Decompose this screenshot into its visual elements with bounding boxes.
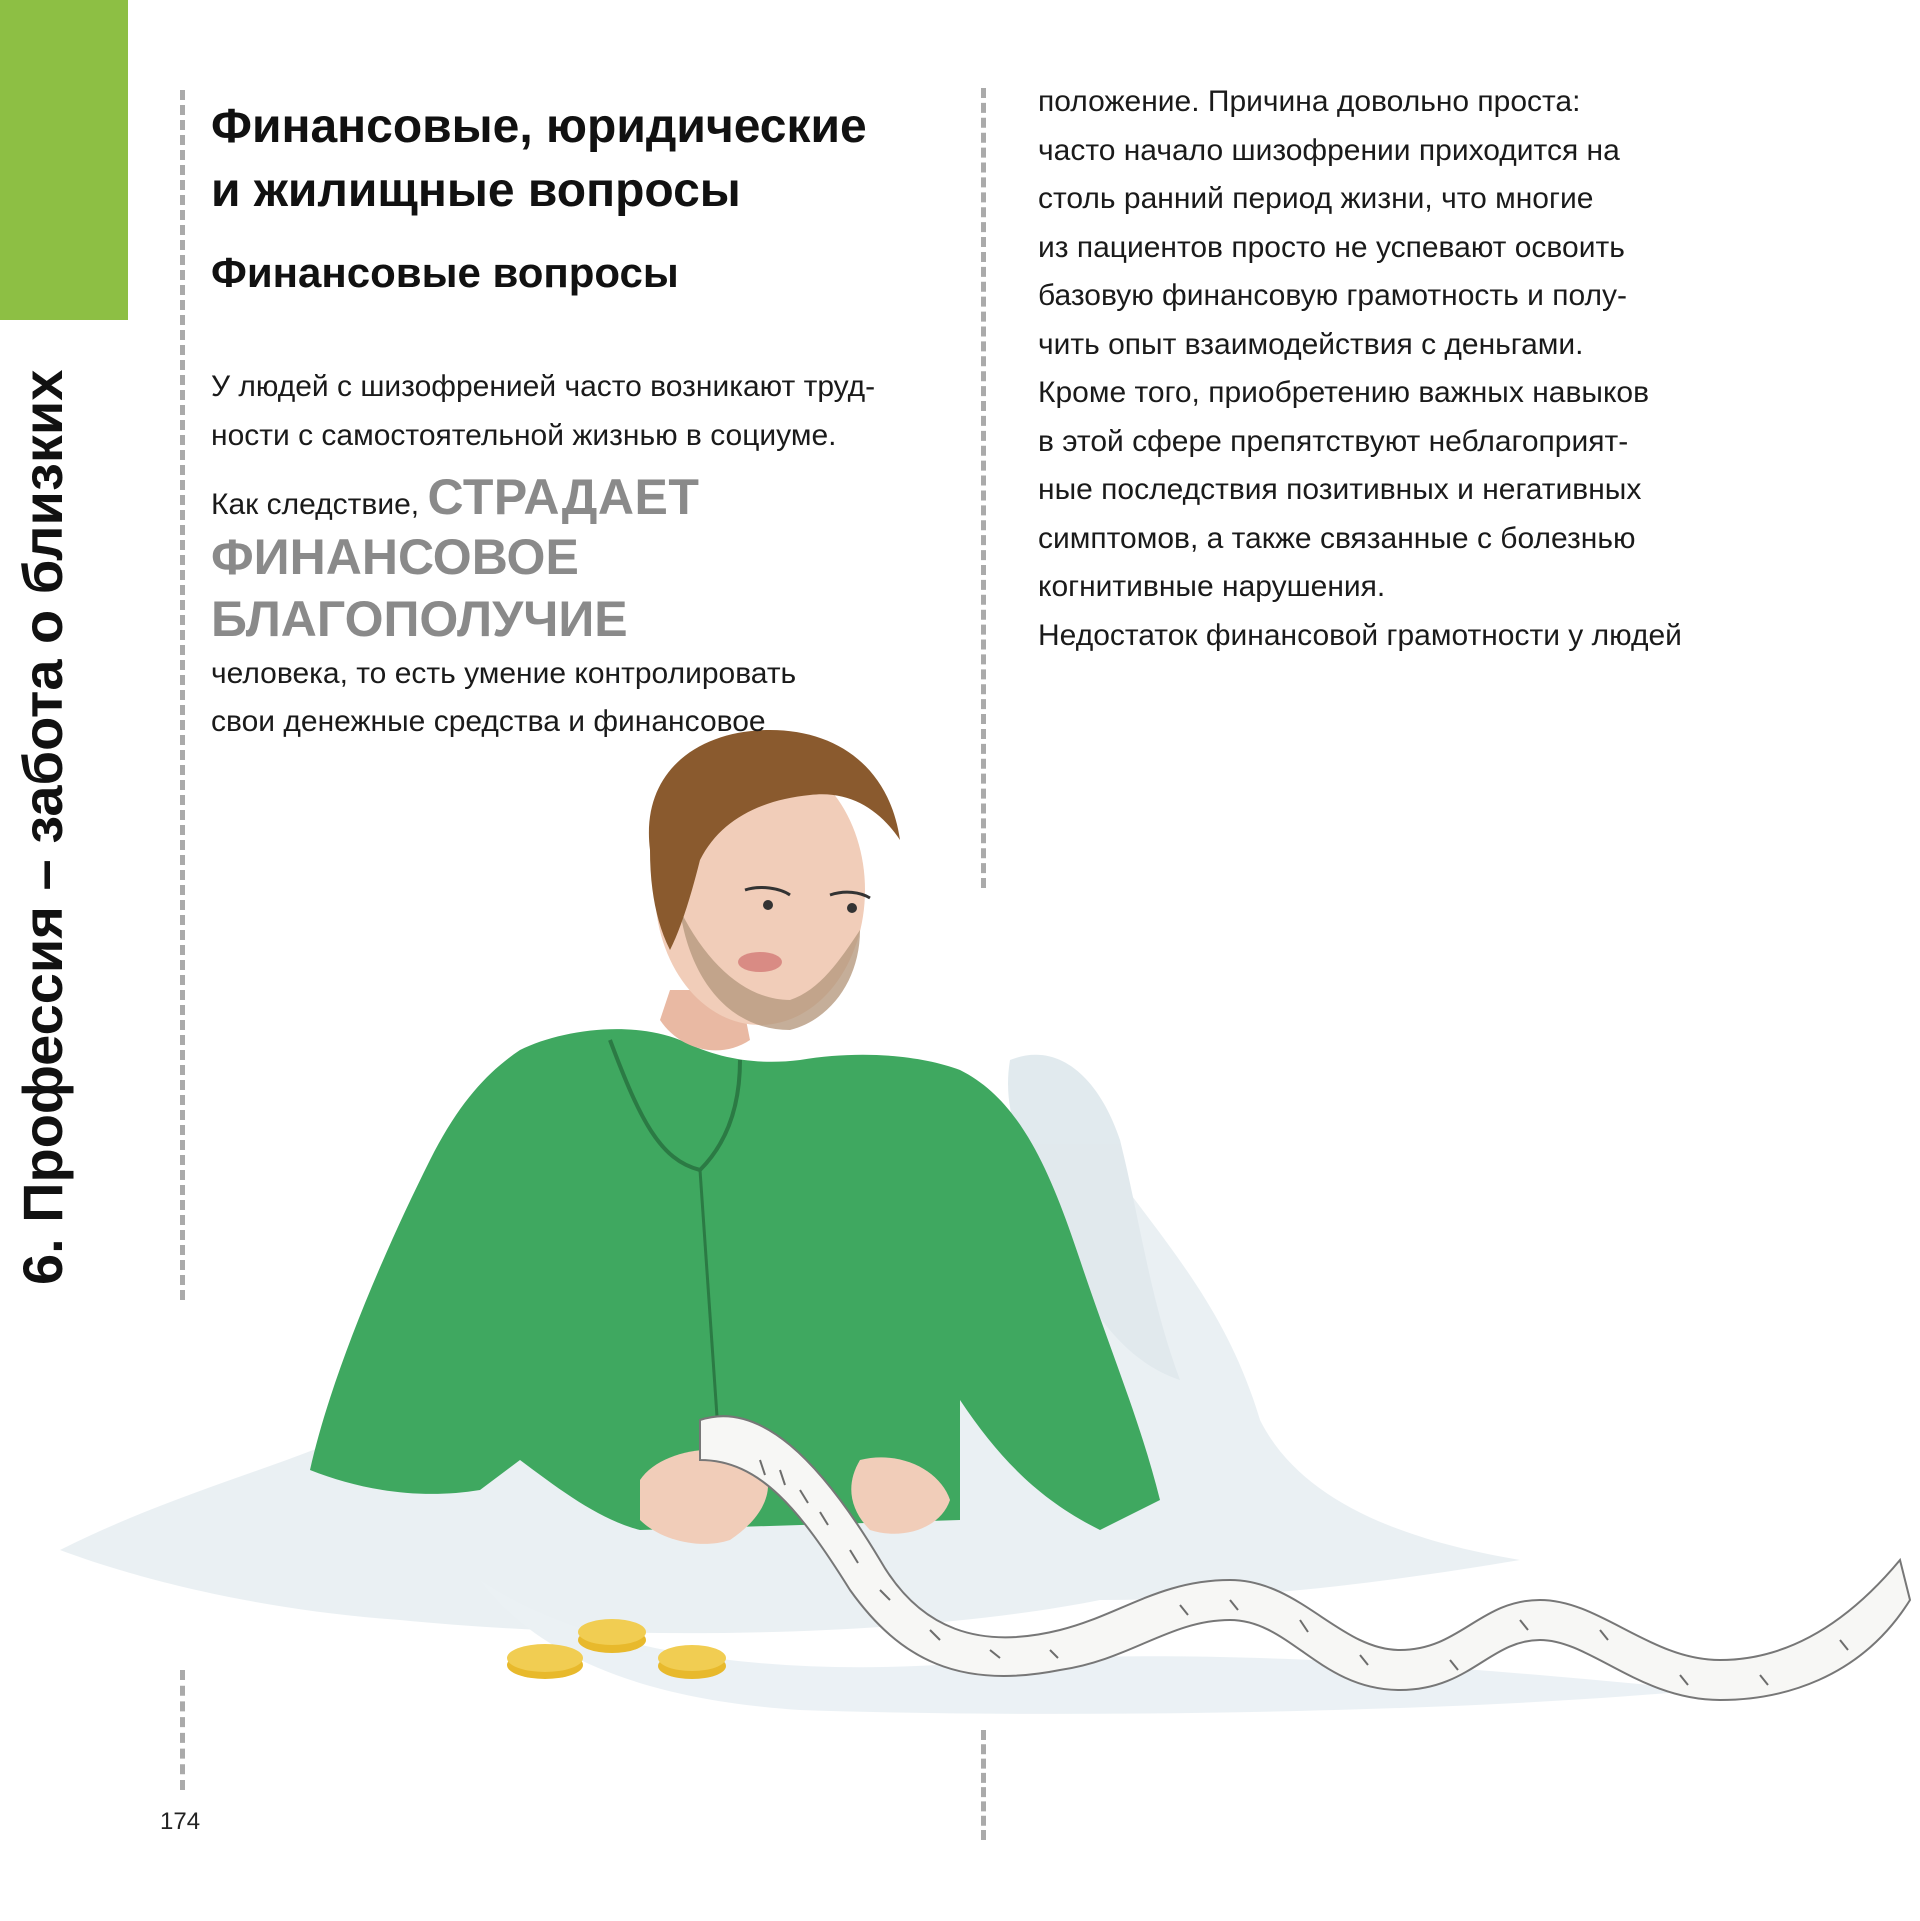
right-line: в этой сфере препятствуют неблагоприят- (1038, 424, 1629, 458)
emphasis-financial-wellbeing: ФИНАНСОВОЕ БЛАГОПОЛУЧИЕ (211, 528, 628, 647)
paragraph-2 (211, 466, 971, 747)
right-line: когнитивные нарушения. (1038, 570, 1386, 603)
emphasis-suffers: СТРАДАЕТ (427, 469, 700, 525)
right-line: из пациентов просто не успевают освоить (1038, 230, 1625, 264)
subsection-heading: Финансовые вопросы (211, 249, 679, 296)
left-column (211, 95, 971, 747)
right-line: ные последствия позитивных и негативных (1038, 473, 1642, 506)
right-line: часто начало шизофрении приходится на (1038, 133, 1620, 167)
right-column (1038, 78, 1858, 660)
chapter-title: 6. Профессия – забота о близких (11, 369, 74, 1285)
page-number: 174 (160, 1808, 201, 1835)
right-line: чить опыт взаимодействия с деньгами. (1038, 327, 1584, 361)
paragraph-2-line4: свои денежные средства и финансовое (211, 705, 766, 738)
paragraph-2-line3: человека, то есть умение контролировать (211, 656, 797, 690)
right-line: Кроме того, приобретению важных навыков (1038, 376, 1650, 409)
section-heading (211, 95, 971, 223)
man-with-receipt-illustration (0, 700, 1920, 1800)
paragraph-2-prefix: Как следствие, (211, 488, 428, 521)
chapter-color-tab (0, 0, 128, 320)
right-paragraph (1038, 78, 1858, 660)
section-heading-line1: Финансовые, юридические (211, 100, 867, 153)
paragraph-1 (211, 363, 971, 460)
paragraph-1-line1: У людей с шизофренией часто возникают труд- (211, 370, 876, 403)
right-line: Недостаток финансовой грамотности у людей (1038, 618, 1682, 652)
right-line: базовую финансовую грамотность и полу- (1038, 279, 1627, 312)
right-line: симптомов, а также связанные с болезнью (1038, 521, 1636, 555)
section-heading-line2: и жилищные вопросы (211, 164, 741, 217)
right-line: положение. Причина довольно проста: (1038, 85, 1581, 118)
right-line: столь ранний период жизни, что многие (1038, 182, 1594, 215)
paragraph-1-line2: ности с самостоятельной жизнью в социуме. (211, 418, 837, 452)
